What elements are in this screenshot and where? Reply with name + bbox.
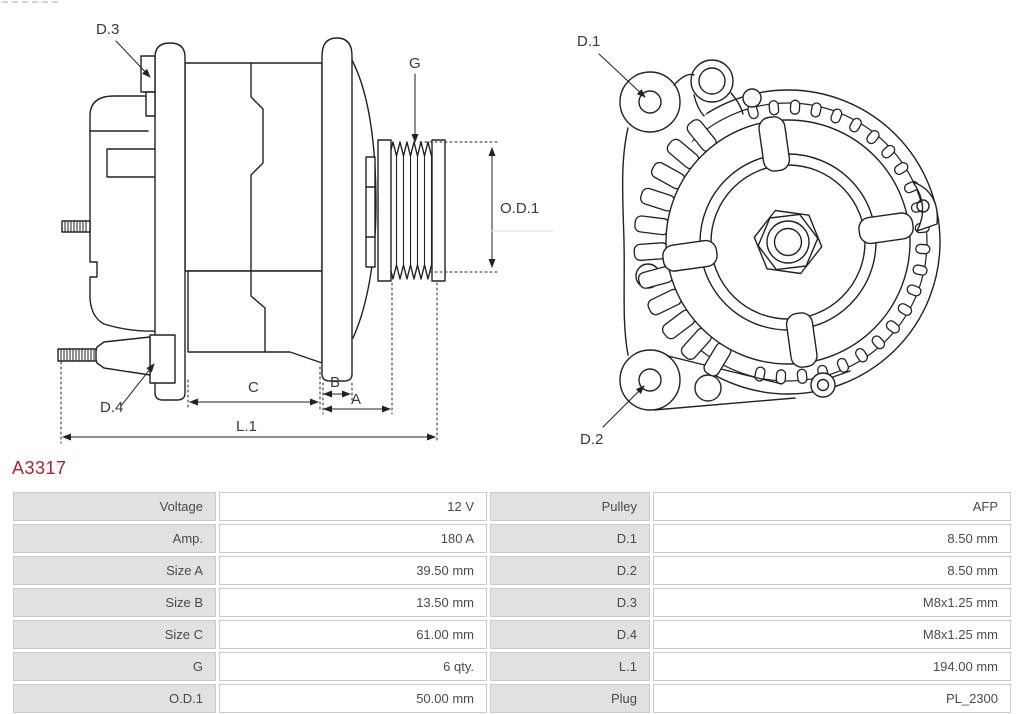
- spec-label: Plug: [490, 684, 650, 713]
- spec-value: PL_2300: [653, 684, 1011, 713]
- spec-label: O.D.1: [13, 684, 216, 713]
- spec-value: 50.00 mm: [219, 684, 487, 713]
- spec-label: Size A: [13, 556, 216, 585]
- part-number: A3317: [12, 458, 67, 478]
- label-d3: D.3: [96, 21, 120, 38]
- spec-label: D.2: [490, 556, 650, 585]
- spec-label: D.4: [490, 620, 650, 649]
- spec-label: D.1: [490, 524, 650, 553]
- label-a: A: [351, 391, 362, 408]
- label-od1: O.D.1: [500, 200, 540, 217]
- spec-label: D.3: [490, 588, 650, 617]
- spec-value: 61.00 mm: [219, 620, 487, 649]
- label-c: C: [248, 379, 259, 396]
- spec-value: M8x1.25 mm: [653, 620, 1011, 649]
- spec-label: Pulley: [490, 492, 650, 521]
- spec-value: AFP: [653, 492, 1011, 521]
- d4-stud-plug: [58, 337, 150, 375]
- label-d4: D.4: [100, 399, 124, 416]
- table-row: [13, 684, 1011, 713]
- spec-value: M8x1.25 mm: [653, 588, 1011, 617]
- spec-value: 39.50 mm: [219, 556, 487, 585]
- label-l1: L.1: [236, 418, 257, 435]
- spec-label: Size B: [13, 588, 216, 617]
- spec-value: 8.50 mm: [653, 556, 1011, 585]
- spec-label: Size C: [13, 620, 216, 649]
- spec-label: Amp.: [13, 524, 216, 553]
- spec-value: 13.50 mm: [219, 588, 487, 617]
- table-row: [13, 556, 1011, 585]
- spec-value: 12 V: [219, 492, 487, 521]
- terminal-stud: [62, 221, 90, 232]
- stator-body: [185, 63, 322, 363]
- front-bracket: [322, 38, 376, 381]
- side-view-drawing: [58, 21, 553, 443]
- table-row: [13, 652, 1011, 681]
- spec-label: Voltage: [13, 492, 216, 521]
- table-row: [13, 524, 1011, 553]
- spec-label: L.1: [490, 652, 650, 681]
- spec-value: 180 A: [219, 524, 487, 553]
- spec-value: 194.00 mm: [653, 652, 1011, 681]
- spec-label: G: [13, 652, 216, 681]
- spec-value: 8.50 mm: [653, 524, 1011, 553]
- table-row: [13, 620, 1011, 649]
- label-b: B: [330, 374, 341, 391]
- front-view-drawing: [577, 33, 940, 448]
- label-g: G: [409, 55, 421, 72]
- rear-cover: [90, 96, 157, 331]
- table-row: [13, 588, 1011, 617]
- label-d1: D.1: [577, 33, 601, 50]
- label-d2: D.2: [580, 431, 604, 448]
- spec-table: [10, 489, 1014, 714]
- table-row: [13, 492, 1011, 521]
- spec-value: 6 qty.: [219, 652, 487, 681]
- pulley: [378, 140, 445, 281]
